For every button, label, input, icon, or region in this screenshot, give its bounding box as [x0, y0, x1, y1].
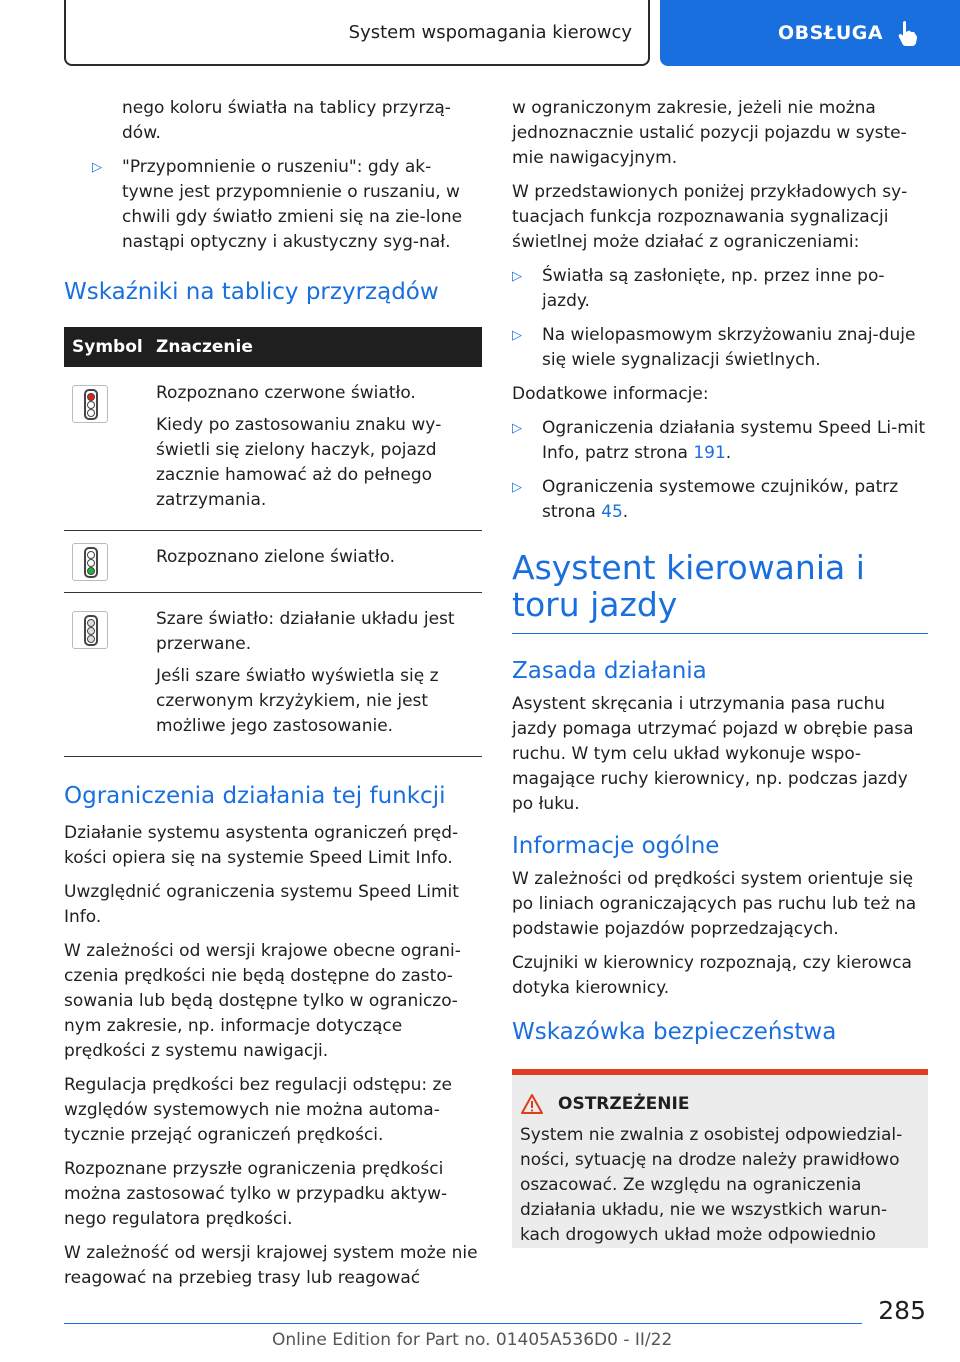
paragraph: Dodatkowe informacje: — [512, 384, 709, 404]
list-item-text: Na wielopasmowym skrzyżowaniu znaj‐duje się wiele sygnalizacji świetlnych. — [542, 325, 916, 370]
right-column — [512, 96, 928, 1248]
heading-indicators: Wskaźniki na tablicy przyrządów — [64, 279, 439, 305]
bullet-arrow-icon: ▷ — [512, 480, 522, 495]
list-item-text: Światła są zasłonięte, np. przez inne po‐jazdy. — [542, 266, 885, 311]
page-link-191[interactable]: 191 — [693, 443, 726, 463]
list-item — [512, 475, 928, 525]
table-header-meaning: Znaczenie — [156, 327, 482, 367]
paragraph: W przedstawionych poniżej przykładowych sy‐tuacjach funkcja rozpoznawania sygnalizacji świetlnej może działać z ograniczeniami: — [512, 182, 908, 252]
paragraph: Czujniki w kierownicy rozpoznają, czy kierowca dotyka kierownicy. — [512, 953, 912, 998]
warning-text: System nie zwalnia z osobistej odpowiedzial‐ności, sytuację na drodze należy prawidłowo oszacować. Ze względu na ograniczenia działania układu, nie we wszystkich warun‐kach drogowych układ może odpowiednio — [520, 1125, 903, 1245]
page-link-45[interactable]: 45 — [601, 502, 623, 522]
footer-divider — [64, 1323, 862, 1324]
list-item-text: Ograniczenia działania systemu Speed Li‐mit Info, patrz strona — [542, 418, 926, 463]
table-header-symbol: Symbol — [64, 327, 156, 367]
heading-limits: Ograniczenia działania tej funkcji — [64, 783, 446, 809]
list-item — [512, 323, 928, 373]
table-row — [64, 367, 482, 531]
warning-triangle-icon — [520, 1093, 544, 1115]
left-column — [64, 96, 482, 1300]
section-tab — [64, 0, 650, 66]
paragraph: Asystent skręcania i utrzymania pasa ruchu jazdy pomaga utrzymać pojazd w obrębie pasa ruchu. W tym celu układ wykonuje wspo‐magające ruchy kierownicy, np. podczas jazdy po łuku. — [512, 694, 914, 814]
paragraph: Rozpoznane przyszłe ograniczenia prędkości można zastosować tylko w przypadku aktyw‐nego regulatora prędkości. — [64, 1159, 448, 1229]
page-header — [0, 0, 960, 66]
chapter-tab — [660, 0, 960, 66]
list-item-text: "Przypomnienie o ruszeniu": gdy ak‐tywne jest przypomnienie o ruszaniu, w chwili gdy światło zmieni się na zie‐lone nastąpi optyczny i akustyczny syg‐nał. — [122, 157, 463, 252]
traffic-light-red-icon — [72, 385, 108, 423]
table-row — [64, 531, 482, 593]
table-cell-text: Rozpoznano zielone światło. — [156, 547, 396, 567]
bullet-arrow-icon: ▷ — [92, 160, 102, 175]
period: . — [725, 443, 732, 463]
page-number: 285 — [878, 1296, 926, 1325]
bullet-arrow-icon: ▷ — [512, 328, 522, 343]
section-title: System wspomagania kierowcy — [348, 21, 632, 43]
traffic-light-green-icon — [72, 543, 108, 581]
table-cell-text: Jeśli szare światło wyświetla się z czerwonym krzyżykiem, nie jest możliwe jego zastosowanie. — [156, 666, 439, 736]
paragraph: W zależności od wersji krajowe obecne ograni‐czenia prędkości nie będą dostępne do zasto‐sowania lub będą dostępne tylko w ograniczo‐nym zakresie, np. informacje dotyczące prędkości z systemu nawigacji. — [64, 941, 461, 1061]
pointing-hand-icon — [897, 20, 917, 46]
paragraph: Uwzględnić ograniczenia systemu Speed Limit Info. — [64, 882, 459, 927]
bullet-arrow-icon: ▷ — [512, 269, 522, 284]
continued-paragraph: nego koloru światła na tablicy przyrzą‐dów. — [122, 98, 451, 143]
paragraph: w ograniczonym zakresie, jeżeli nie można jednoznacznie ustalić pozycji pojazdu w syste‐mie nawigacyjnym. — [512, 98, 907, 168]
list-item — [512, 264, 928, 314]
bullet-arrow-icon: ▷ — [512, 421, 522, 436]
paragraph: Działanie systemu asystenta ograniczeń pręd‐kości opiera się na systemie Speed Limit Info. — [64, 823, 459, 868]
heading-general: Informacje ogólne — [512, 833, 720, 859]
paragraph: W zależność od wersji krajowej system może nie reagować na przebieg trasy lub reagować — [64, 1243, 478, 1288]
heading-principle: Zasada działania — [512, 658, 707, 684]
table-row — [64, 593, 482, 757]
symbol-table — [64, 327, 482, 757]
table-cell-text: Rozpoznano czerwone światło. — [156, 383, 416, 403]
table-cell-text: Kiedy po zastosowaniu znaku wy‐świetli się zielony haczyk, pojazd zacznie hamować aż do pełnego zatrzymania. — [156, 415, 442, 510]
list-item — [64, 155, 482, 255]
warning-box — [512, 1069, 928, 1248]
heading-safety: Wskazówka bezpieczeństwa — [512, 1019, 837, 1045]
period: . — [622, 502, 629, 522]
paragraph: W zależności od prędkości system orientuje się po liniach ograniczających pas ruchu lub też na podstawie pojazdów poprzedzających. — [512, 869, 917, 939]
list-item-text: Ograniczenia systemowe czujników, patrz strona — [542, 477, 899, 522]
edition-text: Online Edition for Part no. 01405A536D0 - II/22 — [272, 1330, 673, 1350]
chapter-heading: Asystent kierowania i toru jazdy — [512, 549, 928, 634]
chapter-title: OBSŁUGA — [778, 22, 884, 44]
table-cell-text: Szare światło: działanie układu jest przerwane. — [156, 609, 455, 654]
warning-title: OSTRZEŻENIE — [558, 1094, 690, 1114]
paragraph: Regulacja prędkości bez regulacji odstępu: ze względów systemowych nie można automa‐tycznie przejąć ograniczeń prędkości. — [64, 1075, 452, 1145]
list-item — [512, 416, 928, 466]
traffic-light-grey-icon — [72, 611, 108, 649]
